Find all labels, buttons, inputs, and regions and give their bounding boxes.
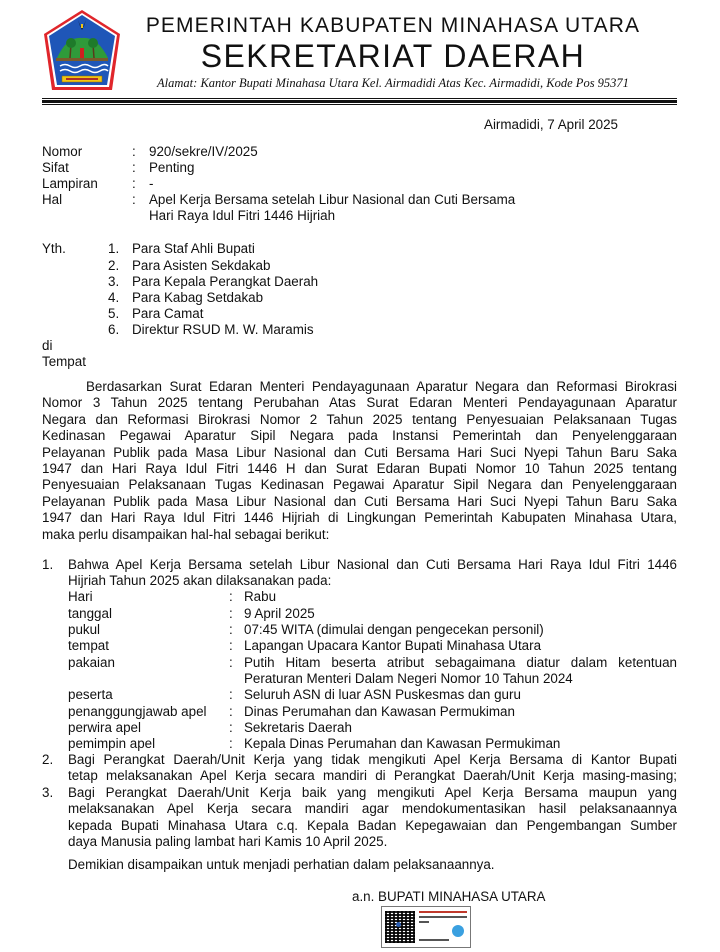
detail-row: Hari : Rabu [68,589,277,604]
meta-row-hal-cont: Hari Raya Idul Fitri 1446 Hijriah [149,208,336,223]
point-number: 3. [42,785,54,800]
detail-row: pakaian : Putih Hitam beserta atribut sebagaimana diatur dalam ketentuan [68,654,677,670]
office-address: Alamat: Kantor Bupati Minahasa Utara Kel. Airmadidi Atas Kec. Airmadidi, Kode Pos 95371 [157,76,629,90]
meta-row-hal: Hal : Apel Kerja Bersama setelah Libur Nasional dan Cuti Bersama [42,192,516,207]
header-rule-thin-bottom [42,104,677,105]
detail-row: pukul : 07:45 WITA (dimulai dengan pengecekan personil) [68,622,544,637]
recipient-row: 6. Direktur RSUD M. W. Maramis [108,322,314,337]
meta-row-nomor: Nomor : 920/sekre/IV/2025 [42,144,258,159]
bsre-electronic-signature-icon [452,925,464,937]
header-rule-thick [42,100,677,103]
meta-row-lampiran: Lampiran : - [42,176,154,191]
meta-row-sifat: Sifat : Penting [42,160,195,175]
detail-row: tempat : Lapangan Upacara Kantor Bupati Minahasa Utara [68,638,542,653]
qr-code-icon [385,911,415,943]
office-name: SEKRETARIAT DAERAH [200,38,586,74]
electronic-signature-box [381,906,471,948]
detail-row: peserta : Seluruh ASN di luar ASN Puskesmas dan guru [68,687,521,702]
closing-sentence: Demikian disampaikan untuk menjadi perhatian dalam pelaksanaannya. [68,857,495,872]
recipient-di: di [42,338,53,353]
point-number: 2. [42,752,54,767]
recipient-tempat: Tempat [42,354,86,369]
intro-paragraph: Berdasarkan Surat Edaran Menteri Pendayagunaan Aparatur Negara dan Reformasi Birokrasi Nomor 3 Tahun 2025 tentang Perubahan Atas Surat Edaran Menteri Pendayagunaan Aparatur Negara dan Reformasi Birokrasi Nomor 2 Tahun 2025 tentang Penyesuaian Pelaksanaan Tugas Kedinasan Pegawai Aparatur Sipil Negara pada Instansi Pemerintah dan Penyelenggaraan Pelayanan Publik pada Masa Libur Nasional dan Cuti Bersama Hari Suci Nyepi Tahun Baru Saka 1947 dan Hari Raya Idul Fitri 1446 H dan Surat Edaran Bupati Nomor 10 Tahun 2025 tentang Penyesuaian Pelaksanaan Tugas Kedinasan Pegawai Aparatur Sipil Negara dan Penyelenggaraan Pelayanan Publik pada Masa Libur Nasional dan Cuti Bersama Hari Suci Nyepi Tahun Baru Saka 1947 dan Hari Raya Idul Fitri 1446 Hijriah di Lingkungan Pemerintah Kabupaten Minahasa Utara, maka perlu disampaikan hal-hal sebagai berikut: [42,379,677,542]
point-number: 1. [42,557,54,572]
recipient-row: 3. Para Kepala Perangkat Daerah [108,274,319,289]
detail-row: tanggal : 9 April 2025 [68,605,315,621]
government-name: PEMERINTAH KABUPATEN MINAHASA UTARA [145,14,641,37]
detail-row: penanggungjawab apel : Dinas Perumahan dan Kawasan Permukiman [68,703,515,719]
recipient-row: 5. Para Camat [108,306,204,321]
recipient-row: Yth. 1. Para Staf Ahli Bupati [42,241,255,256]
place-date: Airmadidi, 7 April 2025 [484,117,618,132]
regency-emblem-icon [42,8,122,94]
signatory-title: a.n. BUPATI MINAHASA UTARA [352,889,546,904]
recipient-row: 4. Para Kabag Setdakab [108,290,264,305]
recipients-label: Yth. [42,241,66,256]
detail-row: pemimpin apel : Kepala Dinas Perumahan dan Kawasan Permukiman [68,736,561,751]
header-rule-thin-top [42,98,677,99]
detail-row-cont: Peraturan Menteri Dalam Negeri Nomor 10 Tahun 2024 [244,671,573,686]
detail-row: perwira apel : Sekretaris Daerah [68,720,352,735]
recipient-row: 2. Para Asisten Sekdakab [108,257,271,273]
